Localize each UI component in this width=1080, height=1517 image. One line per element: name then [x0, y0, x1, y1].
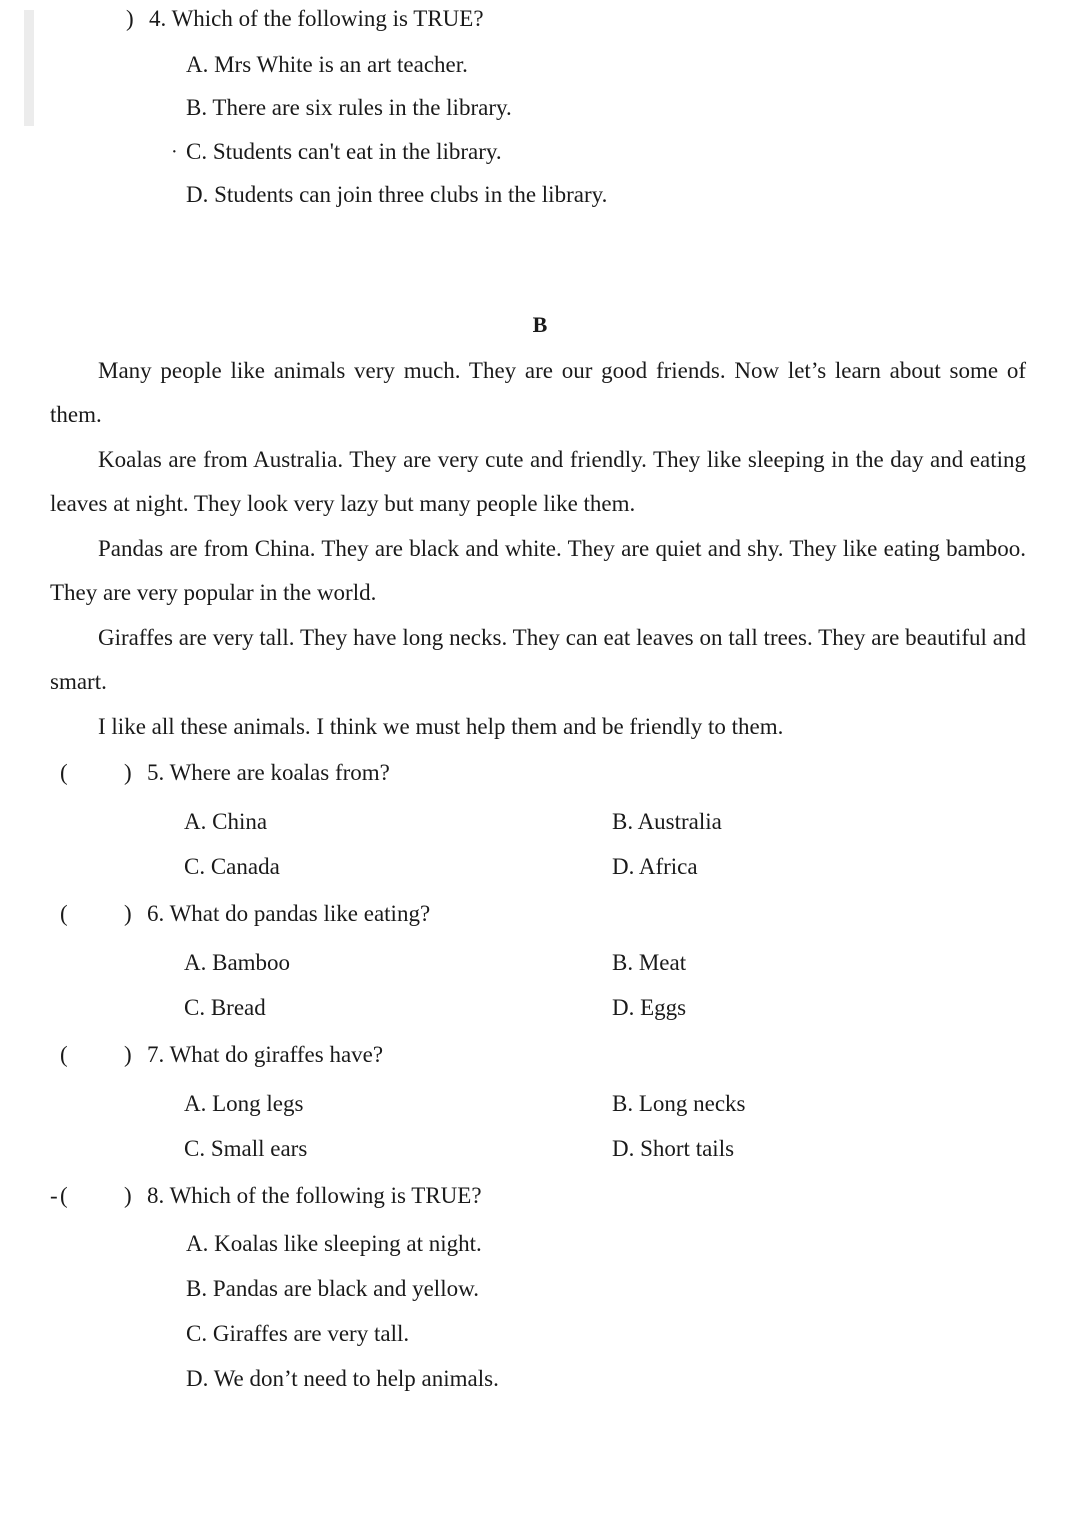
q6-close-paren: ) — [124, 901, 132, 926]
q4-question-text: 4. Which of the following is TRUE? — [149, 6, 484, 31]
q8-option-c: C. Giraffes are very tall. — [186, 1321, 410, 1346]
passage-paragraph-giraffes: Giraffes are very tall. They have long necks. They can eat leaves on tall trees. They are beautiful and smart. — [50, 625, 1026, 694]
q4-option-c: C. Students can't eat in the library. — [186, 139, 502, 164]
q4-close-paren: ) — [126, 6, 134, 31]
q6-question-text: 6. What do pandas like eating? — [147, 901, 431, 926]
q5-option-b: B. Australia — [612, 809, 722, 834]
passage-paragraph-conclusion: I like all these animals. I think we must help them and be friendly to them. — [98, 714, 784, 739]
q4-option-b: B. There are six rules in the library. — [186, 95, 512, 120]
q8-option-b: B. Pandas are black and yellow. — [186, 1276, 479, 1301]
q7-close-paren: ) — [124, 1042, 132, 1067]
q8-margin-mark: - — [50, 1183, 58, 1208]
q8-open-paren: ( — [60, 1183, 68, 1208]
q5-option-d: D. Africa — [612, 854, 698, 879]
q7-open-paren: ( — [60, 1042, 68, 1067]
q5-option-a: A. China — [184, 809, 268, 834]
passage-paragraph-intro: Many people like animals very much. They are our good friends. Now let’s learn about some of them. — [50, 358, 1026, 427]
q6-option-c: C. Bread — [184, 995, 266, 1020]
q5-close-paren: ) — [124, 760, 132, 785]
q8-close-paren: ) — [124, 1183, 132, 1208]
q5-open-paren: ( — [60, 760, 68, 785]
q7-option-c: C. Small ears — [184, 1136, 308, 1161]
scan-edge-shadow — [24, 10, 34, 126]
q6-open-paren: ( — [60, 901, 68, 926]
q4-option-a: A. Mrs White is an art teacher. — [186, 52, 468, 77]
q6-option-d: D. Eggs — [612, 995, 687, 1020]
q7-option-a: A. Long legs — [184, 1091, 304, 1116]
q8-option-a: A. Koalas like sleeping at night. — [186, 1231, 482, 1256]
q7-option-b: B. Long necks — [612, 1091, 746, 1116]
q6-option-b: B. Meat — [612, 950, 687, 975]
q4-option-d: D. Students can join three clubs in the library. — [186, 182, 608, 207]
q5-question-text: 5. Where are koalas from? — [147, 760, 390, 785]
q5-option-c: C. Canada — [184, 854, 280, 879]
q8-question-text: 8. Which of the following is TRUE? — [147, 1183, 482, 1208]
section-b-title: B — [532, 312, 548, 337]
passage-paragraph-pandas: Pandas are from China. They are black and white. They are quiet and shy. They like eating bamboo. They are very popular in the world. — [50, 536, 1026, 605]
passage-paragraph-koalas: Koalas are from Australia. They are very cute and friendly. They like sleeping in the day and eating leaves at night. They look very lazy but many people like them. — [50, 447, 1026, 516]
q7-option-d: D. Short tails — [612, 1136, 735, 1161]
q6-option-a: A. Bamboo — [184, 950, 291, 975]
q8-option-d: D. We don’t need to help animals. — [186, 1366, 499, 1391]
q4-answer-mark: · — [171, 141, 178, 163]
q7-question-text: 7. What do giraffes have? — [147, 1042, 384, 1067]
